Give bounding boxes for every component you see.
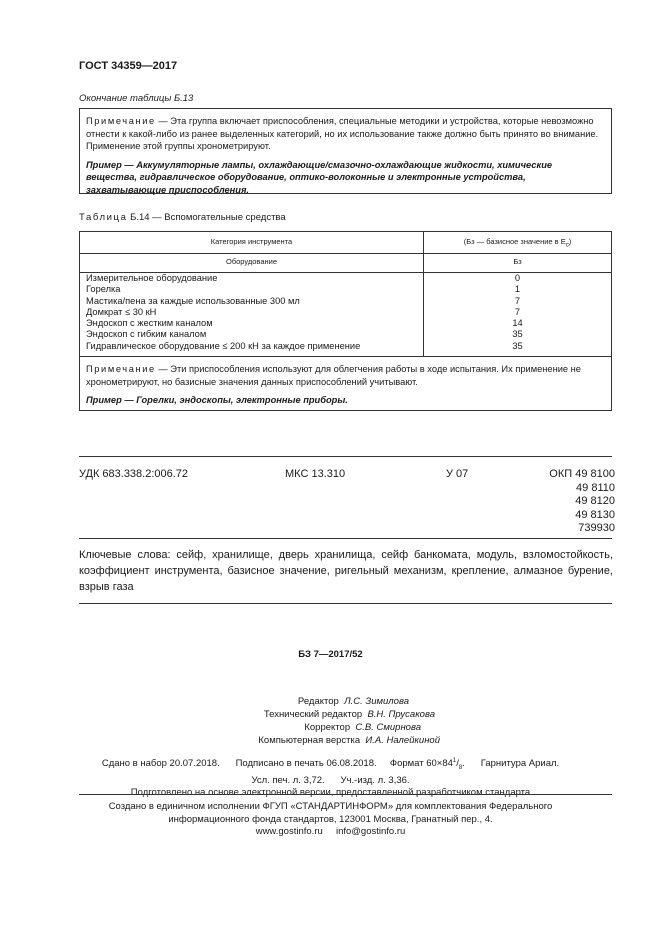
caption-label: Таблица (79, 212, 128, 223)
note-label: Примечание (86, 116, 156, 126)
publisher-divider (79, 794, 612, 795)
header-category: Категория инструмента (210, 237, 293, 246)
table-row: Домкрат ≤ 30 кН 7 (86, 306, 521, 317)
note-text: — Эта группа включает приспособления, специальные методики и устройства, которые невозможно отнести к какой-либо из ранее выделенных категорий, но их использование также должно быть принято во внимание. Применение этой группы хронометрируют. (86, 116, 599, 151)
credit-editor: Редактор Л.С. Зимилова (297, 696, 409, 707)
table-b14-caption (79, 212, 286, 223)
mks-code: МКС 13.310 (285, 468, 346, 480)
credit-tech-editor: Технический редактор В.Н. Прусакова (263, 709, 435, 720)
table-row: Горелка 1 (86, 284, 521, 295)
table-b14-note-area (86, 363, 605, 407)
keywords-divider (79, 603, 612, 604)
table-b14-note: Примечание — Эти приспособления используют для облегчения работы в ходе испытания. Их применение не хронометрируют, но базисные значения данных приспособлений учитывают. (86, 364, 581, 387)
table-subheader-row (80, 253, 611, 273)
table-b13-note-box (79, 108, 612, 194)
u-code: У 07 (446, 468, 469, 480)
header-equipment: Оборудование (225, 257, 277, 266)
print-info (0, 755, 661, 800)
credit-corrector: Корректор С.В. Смирнова (304, 722, 421, 733)
table-continuation-label: Окончание таблицы Б.13 (79, 93, 194, 104)
codes-divider (79, 538, 612, 539)
publisher-line1: Создано в единичном исполнении ФГУП «СТАНДАРТИНФОРМ» для комплектования Федерального (108, 801, 553, 812)
publisher-line2: информационного фонда стандартов, 123001 Москва, Гранатный пер., 4. (168, 813, 493, 825)
table-b14-example: Пример — Горелки, эндоскопы, электронные приборы. (86, 395, 348, 405)
table-row: Гидравлическое оборудование ≤ 200 кН за каждое применение 35 (86, 340, 523, 351)
caption-rest: Б.14 — Вспомогательные средства (127, 212, 286, 223)
print-info-line3: Подготовлено на основе электронной версии, предоставленной разработчиком стандарта (130, 787, 531, 799)
keywords: Ключевые слова: сейф, хранилище, дверь хранилища, сейф банкомата, модуль, взломостойкость, коэффициент инструмента, базисное значение, ригельный механизм, крепление, алмазное бурение, взрыв газа (79, 549, 613, 593)
bz-number: БЗ 7—2017/52 (298, 649, 363, 660)
table-b14 (79, 231, 612, 411)
table-row: Измерительное оборудование 0 (86, 273, 521, 283)
udk-code: УДК 683.338.2:006.72 (79, 468, 189, 480)
table-row: Мастика/пена за каждые использованные 300 мл 7 (86, 295, 521, 306)
print-info-line1: Сдано в набор 20.07.2018. Подписано в печать 06.08.2018. Формат $60\times 84^1/_8$. Гарнитура Ариал. (101, 758, 560, 772)
publisher-contacts (0, 826, 661, 839)
table-b13-note (86, 115, 605, 153)
table-header-row (80, 232, 611, 254)
publisher-info (0, 801, 661, 839)
table-body-bottom-line (80, 356, 611, 357)
header-bz: Бз (513, 257, 522, 266)
page-header: ГОСТ 34359—2017 (79, 60, 178, 72)
okp-codes: ОКП 49 8100 49 8110 49 8120 49 8130 739930 (549, 468, 615, 534)
table-body (80, 273, 611, 352)
print-info-line2: Усл. печ. л. 3,72. Уч.-изд. л. 3,36. (251, 774, 410, 786)
header-basis: (Бз — базисное значение в $Е_с$) (463, 237, 572, 249)
top-divider (79, 456, 612, 457)
table-row: Эндоскоп с жестким каналом 14 (86, 318, 523, 329)
table-row: Эндоскоп с гибким каналом 35 (86, 329, 523, 340)
publisher-site-link[interactable]: www.gostinfo.ru (255, 826, 323, 837)
table-b13-example: Пример — Аккумуляторные лампы, охлаждающие/смазочно-охлаждающие жидкости, химические вещества, гидравлическое оборудование, оптико-волоконные и электронные устройства, захватывающие приспособления. (86, 159, 553, 195)
publisher-email-link[interactable]: info@gostinfo.ru (335, 826, 406, 837)
credit-layout: Компьютерная верстка И.А. Налейкиной (258, 735, 440, 746)
